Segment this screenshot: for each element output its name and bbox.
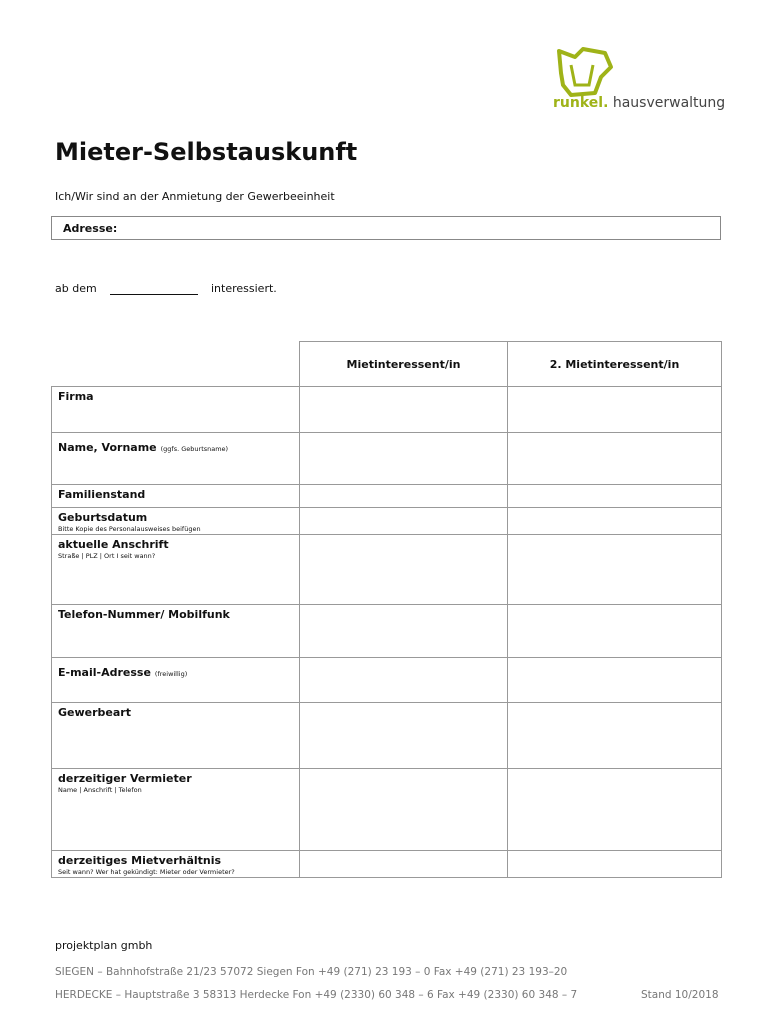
table-header-row — [52, 342, 722, 387]
row-label: aktuelle Anschrift — [58, 538, 169, 551]
row-hint: (freiwillig) — [154, 670, 188, 678]
footer-herdecke-address: HERDECKE – Hauptstraße 3 58313 Herdecke Fon +49 (2330) 60 348 – 6 Fax +49 (2330) 60 348 – 7 — [55, 989, 578, 1001]
table-row — [52, 387, 722, 433]
cell-tenant-2[interactable] — [508, 433, 722, 485]
cell-tenant-2[interactable] — [508, 535, 722, 605]
row-label: Gewerbeart — [58, 706, 131, 719]
cell-tenant-2[interactable] — [508, 605, 722, 658]
table-row — [52, 769, 722, 851]
cell-tenant-2[interactable] — [508, 769, 722, 851]
row-label: Firma — [58, 390, 94, 403]
page-title: Mieter-Selbstauskunft — [55, 138, 358, 166]
tenant-form-table — [51, 341, 722, 878]
cell-tenant-1[interactable] — [300, 433, 508, 485]
cell-tenant-2[interactable] — [508, 658, 722, 703]
logo-rest: hausverwaltung — [608, 95, 726, 111]
table-row — [52, 851, 722, 878]
cell-tenant-2[interactable] — [508, 851, 722, 878]
header-tenant-1: Mietinteressent/in — [300, 342, 508, 387]
footer-stand-date: Stand 10/2018 — [641, 989, 719, 1001]
row-label: Familienstand — [58, 488, 146, 501]
row-label: Telefon-Nummer/ Mobilfunk — [58, 608, 230, 621]
cell-tenant-1[interactable] — [300, 605, 508, 658]
table-row — [52, 605, 722, 658]
footer-company: projektplan gmbh — [55, 939, 153, 952]
table-row — [52, 508, 722, 535]
interessiert-label: interessiert. — [211, 282, 277, 295]
row-hint: Straße | PLZ | Ort I seit wann? — [58, 552, 156, 560]
cell-tenant-2[interactable] — [508, 387, 722, 433]
row-label: derzeitiger Vermieter — [58, 772, 192, 785]
cell-tenant-1[interactable] — [300, 703, 508, 769]
table-row — [52, 535, 722, 605]
row-hint: Bitte Kopie des Personalausweises beifügen — [58, 525, 201, 533]
row-hint: Seit wann? Wer hat gekündigt: Mieter oder Vermieter? — [58, 868, 235, 876]
cell-tenant-1[interactable] — [300, 387, 508, 433]
table-row — [52, 433, 722, 485]
address-label: Adresse: — [63, 222, 118, 235]
cell-tenant-2[interactable] — [508, 508, 722, 535]
cell-tenant-1[interactable] — [300, 769, 508, 851]
cell-tenant-2[interactable] — [508, 485, 722, 508]
table-row — [52, 658, 722, 703]
row-label: Geburtsdatum — [58, 511, 148, 524]
cell-tenant-1[interactable] — [300, 508, 508, 535]
cell-tenant-2[interactable] — [508, 703, 722, 769]
row-hint: Name | Anschrift | Telefon — [58, 786, 142, 794]
row-hint: (ggfs. Geburtsname) — [160, 445, 229, 453]
cell-tenant-1[interactable] — [300, 485, 508, 508]
cell-tenant-1[interactable] — [300, 851, 508, 878]
cell-tenant-1[interactable] — [300, 658, 508, 703]
row-label: derzeitiges Mietverhältnis — [58, 854, 222, 867]
table-row — [52, 485, 722, 508]
intro-text: Ich/Wir sind an der Anmietung der Gewerbeeinheit — [55, 190, 335, 203]
ab-dem-label: ab dem — [55, 282, 97, 295]
logo-brand: runkel. — [553, 95, 609, 111]
footer-siegen-address: SIEGEN – Bahnhofstraße 21/23 57072 Siegen Fon +49 (271) 23 193 – 0 Fax +49 (271) 23 193–20 — [55, 966, 568, 978]
address-field[interactable] — [51, 216, 721, 240]
date-blank-field[interactable] — [110, 294, 198, 295]
cell-tenant-1[interactable] — [300, 535, 508, 605]
table-row — [52, 703, 722, 769]
header-corner — [52, 342, 300, 387]
row-label: E-mail-Adresse — [58, 666, 151, 679]
row-label: Name, Vorname — [58, 441, 157, 454]
header-tenant-2: 2. Mietinteressent/in — [508, 342, 722, 387]
logo-wordmark — [553, 95, 725, 111]
